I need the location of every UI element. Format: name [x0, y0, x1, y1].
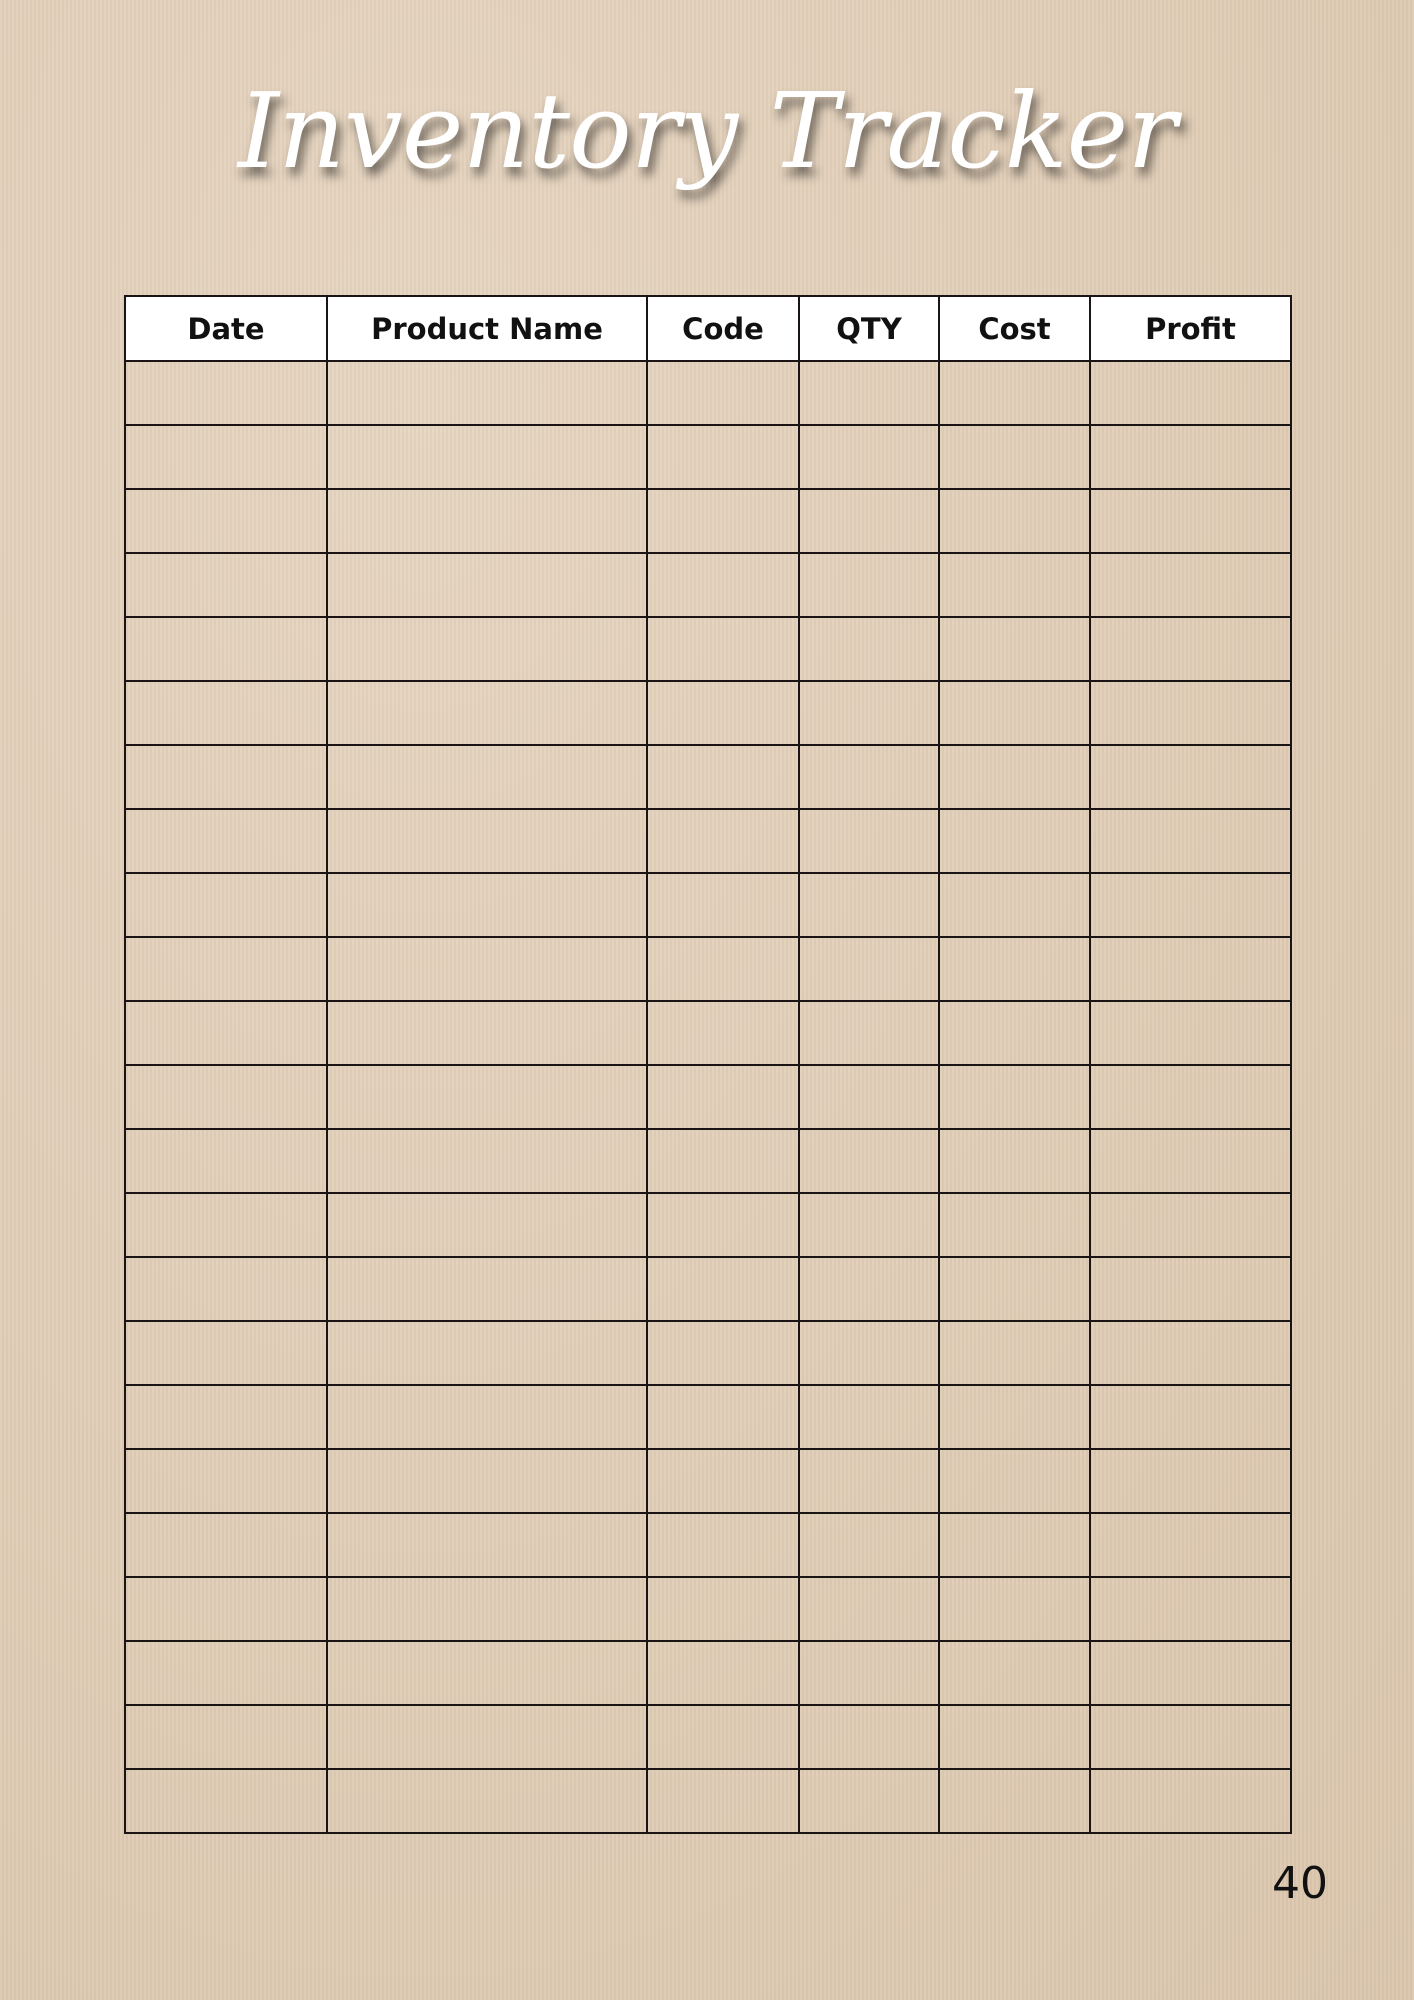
table-cell-profit[interactable] [1090, 873, 1291, 937]
table-cell-product-name[interactable] [327, 1257, 647, 1321]
table-cell-date[interactable] [125, 425, 327, 489]
table-cell-code[interactable] [647, 617, 799, 681]
table-cell-cost[interactable] [939, 745, 1090, 809]
table-cell-qty[interactable] [799, 1257, 939, 1321]
table-cell-date[interactable] [125, 553, 327, 617]
table-cell-product-name[interactable] [327, 873, 647, 937]
table-cell-code[interactable] [647, 361, 799, 425]
table-cell-qty[interactable] [799, 1641, 939, 1705]
table-cell-product-name[interactable] [327, 617, 647, 681]
table-cell-cost[interactable] [939, 1065, 1090, 1129]
table-cell-cost[interactable] [939, 1385, 1090, 1449]
table-cell-qty[interactable] [799, 1577, 939, 1641]
table-row [125, 1449, 1291, 1513]
table-cell-product-name[interactable] [327, 1449, 647, 1513]
column-header-product-name: Product Name [327, 296, 647, 361]
table-cell-qty[interactable] [799, 1001, 939, 1065]
table-cell-date[interactable] [125, 1577, 327, 1641]
table-cell-product-name[interactable] [327, 1001, 647, 1065]
table-cell-code[interactable] [647, 937, 799, 1001]
table-cell-date[interactable] [125, 361, 327, 425]
table-cell-cost[interactable] [939, 1257, 1090, 1321]
table-cell-profit[interactable] [1090, 361, 1291, 425]
table-cell-code[interactable] [647, 1385, 799, 1449]
table-cell-qty[interactable] [799, 745, 939, 809]
table-cell-qty[interactable] [799, 425, 939, 489]
table-body [125, 361, 1291, 1833]
column-header-qty: QTY [799, 296, 939, 361]
table-cell-cost[interactable] [939, 1193, 1090, 1257]
table-cell-date[interactable] [125, 1385, 327, 1449]
table-cell-profit[interactable] [1090, 1769, 1291, 1833]
table-cell-date[interactable] [125, 1705, 327, 1769]
table-cell-code[interactable] [647, 1321, 799, 1385]
table-cell-product-name[interactable] [327, 745, 647, 809]
table-cell-date[interactable] [125, 1193, 327, 1257]
table-cell-cost[interactable] [939, 489, 1090, 553]
table-cell-date[interactable] [125, 937, 327, 1001]
table-cell-date[interactable] [125, 489, 327, 553]
table-cell-profit[interactable] [1090, 425, 1291, 489]
table-cell-code[interactable] [647, 681, 799, 745]
table-cell-profit[interactable] [1090, 553, 1291, 617]
table-cell-cost[interactable] [939, 361, 1090, 425]
table-cell-code[interactable] [647, 1065, 799, 1129]
table-cell-cost[interactable] [939, 1769, 1090, 1833]
table-cell-code[interactable] [647, 1193, 799, 1257]
table-cell-qty[interactable] [799, 809, 939, 873]
table-cell-qty[interactable] [799, 1193, 939, 1257]
table-cell-profit[interactable] [1090, 1129, 1291, 1193]
table-cell-code[interactable] [647, 1129, 799, 1193]
table-cell-qty[interactable] [799, 873, 939, 937]
table-cell-cost[interactable] [939, 1449, 1090, 1513]
table-cell-date[interactable] [125, 1769, 327, 1833]
table-cell-product-name[interactable] [327, 1321, 647, 1385]
column-header-date: Date [125, 296, 327, 361]
table-cell-profit[interactable] [1090, 1705, 1291, 1769]
table-cell-date[interactable] [125, 1257, 327, 1321]
table-cell-cost[interactable] [939, 809, 1090, 873]
table-cell-qty[interactable] [799, 1385, 939, 1449]
table-cell-profit[interactable] [1090, 1385, 1291, 1449]
table-cell-date[interactable] [125, 873, 327, 937]
table-cell-profit[interactable] [1090, 617, 1291, 681]
table-row [125, 1193, 1291, 1257]
table-cell-product-name[interactable] [327, 1513, 647, 1577]
table-cell-qty[interactable] [799, 1065, 939, 1129]
table-cell-date[interactable] [125, 1321, 327, 1385]
table-cell-date[interactable] [125, 617, 327, 681]
table-cell-code[interactable] [647, 489, 799, 553]
table-cell-date[interactable] [125, 1129, 327, 1193]
table-header-row [125, 296, 1291, 361]
table-cell-profit[interactable] [1090, 1321, 1291, 1385]
table-cell-code[interactable] [647, 1577, 799, 1641]
column-header-profit: Profit [1090, 296, 1291, 361]
table-cell-product-name[interactable] [327, 1129, 647, 1193]
table-cell-product-name[interactable] [327, 1385, 647, 1449]
table-cell-date[interactable] [125, 745, 327, 809]
table-cell-qty[interactable] [799, 937, 939, 1001]
table-cell-cost[interactable] [939, 1001, 1090, 1065]
table-cell-profit[interactable] [1090, 1449, 1291, 1513]
table-cell-code[interactable] [647, 745, 799, 809]
table-row [125, 1257, 1291, 1321]
table-cell-qty[interactable] [799, 1513, 939, 1577]
table-cell-product-name[interactable] [327, 1577, 647, 1641]
table-cell-product-name[interactable] [327, 1705, 647, 1769]
table-cell-profit[interactable] [1090, 809, 1291, 873]
table-cell-qty[interactable] [799, 1321, 939, 1385]
table-row [125, 1641, 1291, 1705]
table-cell-qty[interactable] [799, 1449, 939, 1513]
table-row [125, 361, 1291, 425]
table-cell-cost[interactable] [939, 617, 1090, 681]
table-cell-date[interactable] [125, 1513, 327, 1577]
table-cell-product-name[interactable] [327, 361, 647, 425]
table-cell-product-name[interactable] [327, 1193, 647, 1257]
table-row [125, 1321, 1291, 1385]
table-cell-code[interactable] [647, 553, 799, 617]
table-row [125, 1705, 1291, 1769]
table-cell-qty[interactable] [799, 489, 939, 553]
table-cell-product-name[interactable] [327, 489, 647, 553]
table-cell-profit[interactable] [1090, 489, 1291, 553]
table-row [125, 425, 1291, 489]
table-cell-code[interactable] [647, 1769, 799, 1833]
table-row [125, 809, 1291, 873]
table-cell-profit[interactable] [1090, 1001, 1291, 1065]
table-row [125, 681, 1291, 745]
table-cell-product-name[interactable] [327, 1641, 647, 1705]
table-cell-profit[interactable] [1090, 1065, 1291, 1129]
table-cell-code[interactable] [647, 873, 799, 937]
table-row [125, 1065, 1291, 1129]
table-cell-code[interactable] [647, 809, 799, 873]
table-cell-profit[interactable] [1090, 1577, 1291, 1641]
table-cell-qty[interactable] [799, 1705, 939, 1769]
table-cell-product-name[interactable] [327, 809, 647, 873]
table-cell-cost[interactable] [939, 873, 1090, 937]
table-cell-qty[interactable] [799, 617, 939, 681]
table-cell-code[interactable] [647, 1257, 799, 1321]
table-cell-profit[interactable] [1090, 1193, 1291, 1257]
table-row [125, 1001, 1291, 1065]
table-row [125, 745, 1291, 809]
table-cell-cost[interactable] [939, 937, 1090, 1001]
table-cell-date[interactable] [125, 681, 327, 745]
table-cell-profit[interactable] [1090, 1641, 1291, 1705]
table-cell-cost[interactable] [939, 1641, 1090, 1705]
table-row [125, 617, 1291, 681]
table-cell-qty[interactable] [799, 1129, 939, 1193]
table-cell-code[interactable] [647, 1705, 799, 1769]
table-row [125, 489, 1291, 553]
table-cell-cost[interactable] [939, 1577, 1090, 1641]
page-number: 40 [1272, 1858, 1328, 1909]
table-cell-code[interactable] [647, 1513, 799, 1577]
table-cell-code[interactable] [647, 1449, 799, 1513]
table-cell-cost[interactable] [939, 425, 1090, 489]
table-cell-cost[interactable] [939, 553, 1090, 617]
page-title: Inventory Tracker [238, 70, 1176, 192]
table-cell-cost[interactable] [939, 1321, 1090, 1385]
table-cell-code[interactable] [647, 425, 799, 489]
table-cell-date[interactable] [125, 1641, 327, 1705]
table-cell-cost[interactable] [939, 681, 1090, 745]
table-cell-profit[interactable] [1090, 1257, 1291, 1321]
table-cell-profit[interactable] [1090, 681, 1291, 745]
table-cell-date[interactable] [125, 1001, 327, 1065]
table-cell-qty[interactable] [799, 681, 939, 745]
table-cell-profit[interactable] [1090, 937, 1291, 1001]
table-cell-qty[interactable] [799, 553, 939, 617]
table-cell-code[interactable] [647, 1641, 799, 1705]
table-row [125, 1385, 1291, 1449]
table-cell-product-name[interactable] [327, 425, 647, 489]
table-cell-date[interactable] [125, 1065, 327, 1129]
inventory-table [124, 295, 1292, 1834]
column-header-code: Code [647, 296, 799, 361]
table-row [125, 873, 1291, 937]
table-cell-product-name[interactable] [327, 553, 647, 617]
table-cell-product-name[interactable] [327, 1769, 647, 1833]
table-cell-qty[interactable] [799, 1769, 939, 1833]
table-row [125, 553, 1291, 617]
table-cell-qty[interactable] [799, 361, 939, 425]
column-header-cost: Cost [939, 296, 1090, 361]
table-row [125, 1769, 1291, 1833]
table-cell-cost[interactable] [939, 1513, 1090, 1577]
table-cell-date[interactable] [125, 809, 327, 873]
table-row [125, 1513, 1291, 1577]
table-cell-date[interactable] [125, 1449, 327, 1513]
table-cell-profit[interactable] [1090, 1513, 1291, 1577]
table-cell-cost[interactable] [939, 1705, 1090, 1769]
table-row [125, 1577, 1291, 1641]
table-cell-code[interactable] [647, 1001, 799, 1065]
table-cell-product-name[interactable] [327, 1065, 647, 1129]
table-cell-profit[interactable] [1090, 745, 1291, 809]
table-cell-product-name[interactable] [327, 937, 647, 1001]
table-cell-product-name[interactable] [327, 681, 647, 745]
table-row [125, 1129, 1291, 1193]
table-row [125, 937, 1291, 1001]
table-cell-cost[interactable] [939, 1129, 1090, 1193]
